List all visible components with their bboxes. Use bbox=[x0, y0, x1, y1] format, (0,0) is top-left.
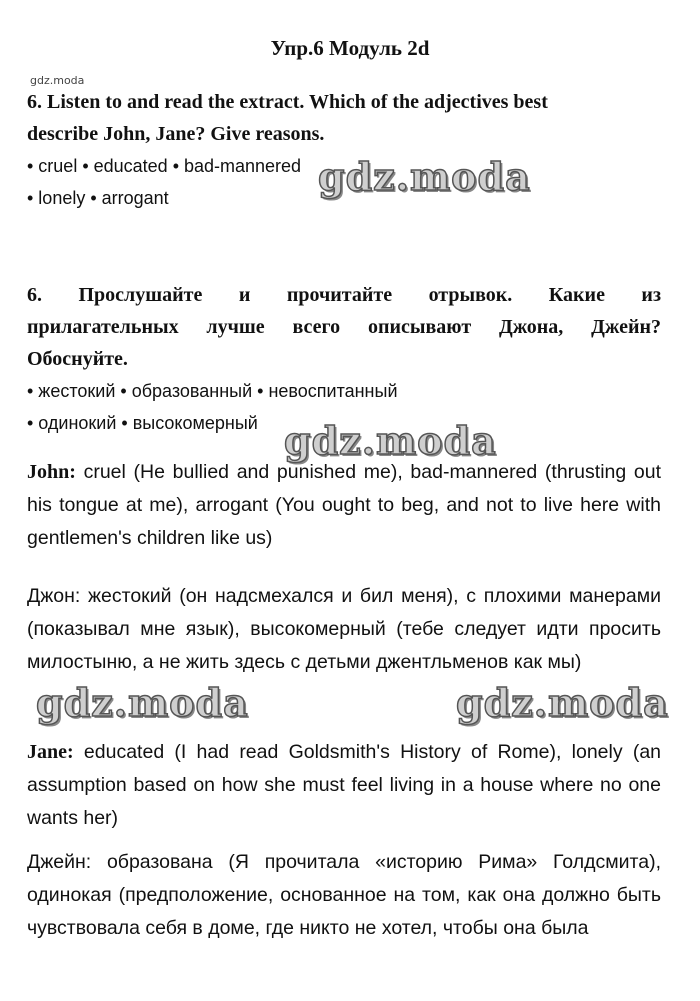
english-adjectives-line-1: • cruel • educated • bad-mannered bbox=[27, 156, 302, 176]
jane-answer-ru: Джейн: образована (Я прочитала «историю Рима» Голдсмита), одинокая (предположение, основанное на том, как она должно быть чувствовала себя в доме, где никто не хотел, чтобы она была bbox=[27, 851, 661, 939]
john-label: John: bbox=[27, 461, 76, 483]
john-answer bbox=[27, 456, 661, 555]
russian-adjectives-line-1: • жестокий • образованный • невоспитанный bbox=[27, 381, 398, 401]
russian-adjectives-line-2: • одинокий • высокомерный bbox=[27, 413, 258, 433]
site-mark: gdz.moda bbox=[30, 74, 85, 87]
english-task-line-1: 6. Listen to and read the extract. Which of the adjectives best bbox=[27, 91, 548, 113]
watermark-2: gdz.moda bbox=[284, 418, 497, 463]
john-answer-ru: Джон: жестокий (он надсмехался и бил меня), с плохими манерами (показывал мне язык), высокомерный (тебе следует идти просить милостыню, а не жить здесь с детьми джентльменов как мы) bbox=[27, 585, 661, 673]
page-title: Упр.6 Модуль 2d bbox=[270, 36, 430, 60]
english-adjectives-line-2: • lonely • arrogant bbox=[27, 188, 169, 208]
jane-label: Jane: bbox=[27, 741, 74, 763]
russian-task-line-1: 6. Прослушайте и прочитайте отрывок. Какие из bbox=[27, 284, 661, 306]
jane-text: educated (I had read Goldsmith's History of Rome), lonely (an assumption based on how she must feel living in a house where no one wants her) bbox=[27, 741, 662, 829]
jane-answer bbox=[27, 736, 661, 835]
watermark-4: gdz.moda bbox=[456, 680, 669, 725]
watermark-3: gdz.moda bbox=[36, 680, 249, 725]
russian-task-line-2: прилагательных лучше всего описывают Джона, Джейн? bbox=[27, 316, 661, 338]
watermark-1: gdz.moda bbox=[318, 154, 531, 199]
john-text: cruel (He bullied and punished me), bad-mannered (thrusting out his tongue at me), arrogant (You ought to beg, and not to live here with gentlemen's children like us) bbox=[27, 461, 661, 549]
russian-task bbox=[27, 279, 661, 439]
english-task-line-2: describe John, Jane? Give reasons. bbox=[27, 123, 325, 145]
russian-task-line-3: Обоснуйте. bbox=[27, 348, 128, 370]
